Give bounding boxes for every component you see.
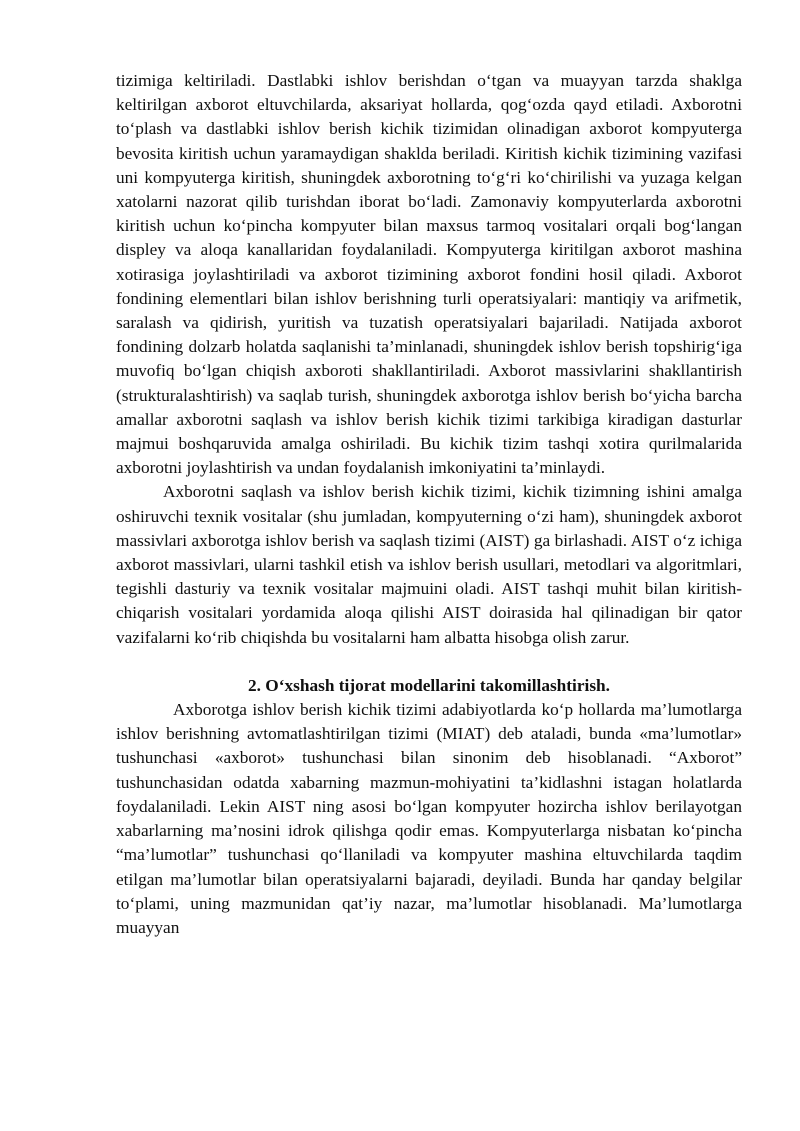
- paragraph-aist: Axborotni saqlash va ishlov berish kichik tizimi, kichik tizimning ishini amalga oshiruvchi texnik vositalar (shu jumladan, kompyuterning o‘zi ham), shuningdek axborot massivlari axborotga ishlov berish va saqlash tizimi (AIST) ga birlashadi. AIST o‘z ichiga axborot massivlari, ularni tashkil etish va ishlov berish usullari, metodlari va algoritmlari, tegishli dasturiy va texnik vositalar majmuini oladi. AIST tashqi muhit bilan kiritish-chiqarish vositalari yordamida aloqa qilishi AIST doirasida hal qilinadigan bir qator vazifalarni ko‘rib chiqishda bu vositalarni ham albatta hisobga olish zarur.: [116, 482, 742, 647]
- paragraph-continuation: tizimiga keltiriladi. Dastlabki ishlov berishdan o‘tgan va muayyan tarzda shaklga keltirilgan axborot eltuvchilarda, aksariyat hollarda, qog‘ozda qayd etiladi. Axborotni to‘plash va dastlabki ishlov berish kichik tizimidan olinadigan axborot kompyuterga bevosita kiritish uchun yaramaydigan shaklda beriladi. Kiritish kichik tizimining vazifasi uni kompyuterga kiritish, shuningdek axborotning to‘g‘ri ko‘chirilishi va yuzaga kelgan xatolarni nazorat qilib turishdan iborat bo‘ladi. Zamonaviy kompyuterlarda axborotni kiritish uchun ko‘pincha kompyuter bilan maxsus tarmoq vositalari orqali bog‘langan displey va aloqa kanallaridan foydalaniladi. Kompyuterga kiritilgan axborot mashina xotirasiga joylashtiriladi va axborot tizimining axborot fondini hosil qiladi. Axborot fondining elementlari bilan ishlov berishning turli operatsiyalari: mantiqiy va arifmetik, saralash va qidirish, yuritish va tuzatish operatsiyalari bajariladi. Natijada axborot fondining dolzarb holatda saqlanishi ta’minlanadi, shuningdek ishlov berish topshirig‘iga muvofiq bo‘lgan chiqish axboroti shakllantiriladi. Axborot massivlarini shakllantirish (strukturalashtirish) va saqlab turish, shuningdek axborotga ishlov berish bo‘yicha barcha amallar axborotni saqlash va ishlov berish kichik tizimi tarkibiga kiradigan dasturlar majmui boshqaruvida amalga oshiriladi. Bu kichik tizim tashqi xotira qurilmalarida axborotni joylashtirish va undan foydalanish imkoniyatini ta’minlaydi.: [116, 71, 742, 478]
- document-page: [116, 69, 742, 940]
- section-heading: 2. O‘xshash tijorat modellarini takomillashtirish.: [248, 675, 610, 695]
- paragraph-miat: Axborotga ishlov berish kichik tizimi adabiyotlarda ko‘p hollarda ma’lumotlarga ishlov berishning avtomatlashtirilgan tizimi (MIAT) deb ataladi, bunda «ma’lumotlar» tushunchasi «axborot» tushunchasi bilan sinonim deb hisoblanadi. “Axborot” tushunchasidan odatda xabarning mazmun-mohiyatini ta’kidlashni istagan holatlarda foydalaniladi. Lekin AIST ning asosi bo‘lgan kompyuter hozircha ishlov berilayotgan xabarlarning ma’nosini idrok qilishga qodir emas. Kompyuterlarga nisbatan ko‘pincha “ma’lumotlar” tushunchasi qo‘llaniladi va kompyuter mashina eltuvchilarda taqdim etilgan ma’lumotlar bilan operatsiyalarni bajaradi, deyiladi. Bunda har qanday belgilar to‘plami, uning mazmunidan qat’iy nazar, ma’lumotlar hisoblanadi. Ma’lumotlarga muayyan: [116, 700, 742, 937]
